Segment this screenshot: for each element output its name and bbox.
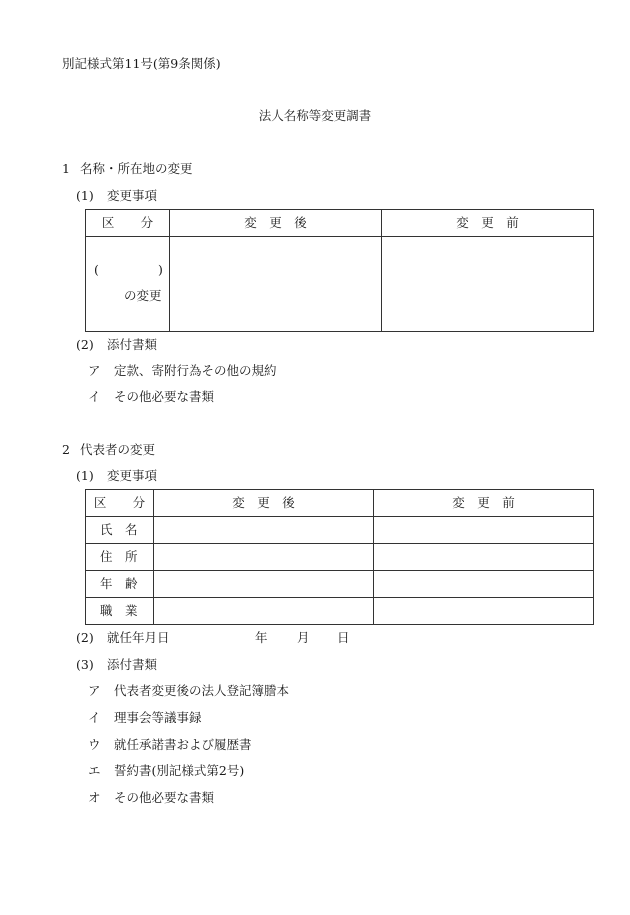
section1-sub2-label: 添付書類 (107, 337, 158, 352)
section1-number: 1 (62, 161, 70, 176)
col-header-kubun: 区 分 (86, 210, 170, 237)
section1-heading: 名称・所在地の変更 (80, 161, 193, 176)
cell-after[interactable] (154, 598, 374, 625)
row-label-address: 住 所 (86, 544, 154, 571)
section2-number: 2 (62, 442, 70, 457)
section1-sub1-label: 変更事項 (107, 188, 158, 203)
date-month-label: 月 (297, 630, 310, 645)
attachment-mark: イ (88, 710, 101, 725)
cell-before[interactable] (374, 598, 594, 625)
attachment-text: その他必要な書類 (114, 790, 215, 805)
cell-before[interactable] (374, 544, 594, 571)
section1-change-table (85, 209, 594, 332)
paren-open: ( (94, 262, 99, 277)
attachment-mark: ウ (88, 737, 101, 752)
section1-sub1-number: (1) (76, 188, 94, 203)
section2-sub3-number: (3) (76, 657, 94, 672)
attachment-text: 誓約書(別記様式第2号) (114, 763, 245, 778)
row-label-age: 年 齢 (86, 571, 154, 598)
attachment-mark: ア (88, 363, 101, 378)
cell-after[interactable] (154, 544, 374, 571)
col-header-after: 変 更 後 (154, 490, 374, 517)
attachment-mark: オ (88, 790, 101, 805)
row-label-name: 氏 名 (86, 517, 154, 544)
section2-sub2-label: 就任年月日 (107, 630, 170, 645)
paren-close: ) (158, 262, 163, 277)
cell-after[interactable] (170, 237, 382, 332)
col-header-kubun: 区 分 (86, 490, 154, 517)
col-header-before: 変 更 前 (382, 210, 594, 237)
col-header-after: 変 更 後 (170, 210, 382, 237)
cell-before[interactable] (374, 571, 594, 598)
cell-after[interactable] (154, 571, 374, 598)
document-title: 法人名称等変更調書 (258, 108, 372, 123)
form-reference: 別記様式第11号(第9条関係) (62, 56, 221, 71)
date-day-label: 日 (337, 630, 350, 645)
cell-before[interactable] (374, 517, 594, 544)
row-change-label: の変更 (124, 288, 162, 303)
row-change-kind (86, 237, 170, 332)
section2-sub1-label: 変更事項 (107, 468, 158, 483)
section2-sub2-number: (2) (76, 630, 94, 645)
attachment-mark: ア (88, 683, 101, 698)
cell-before[interactable] (382, 237, 594, 332)
attachment-text: 就任承諾書および履歴書 (114, 737, 252, 752)
section2-representative-table (85, 489, 594, 625)
attachment-mark: イ (88, 389, 101, 404)
attachment-text: その他必要な書類 (114, 389, 215, 404)
attachment-mark: エ (88, 763, 101, 778)
section2-sub1-number: (1) (76, 468, 94, 483)
section1-sub2-number: (2) (76, 337, 94, 352)
attachment-text: 代表者変更後の法人登記簿謄本 (114, 683, 290, 698)
section2-heading: 代表者の変更 (80, 442, 156, 457)
section2-sub3-label: 添付書類 (107, 657, 158, 672)
col-header-before: 変 更 前 (374, 490, 594, 517)
attachment-text: 定款、寄附行為その他の規約 (114, 363, 277, 378)
date-year-label: 年 (255, 630, 268, 645)
cell-after[interactable] (154, 517, 374, 544)
attachment-text: 理事会等議事録 (114, 710, 202, 725)
row-label-occupation: 職 業 (86, 598, 154, 625)
